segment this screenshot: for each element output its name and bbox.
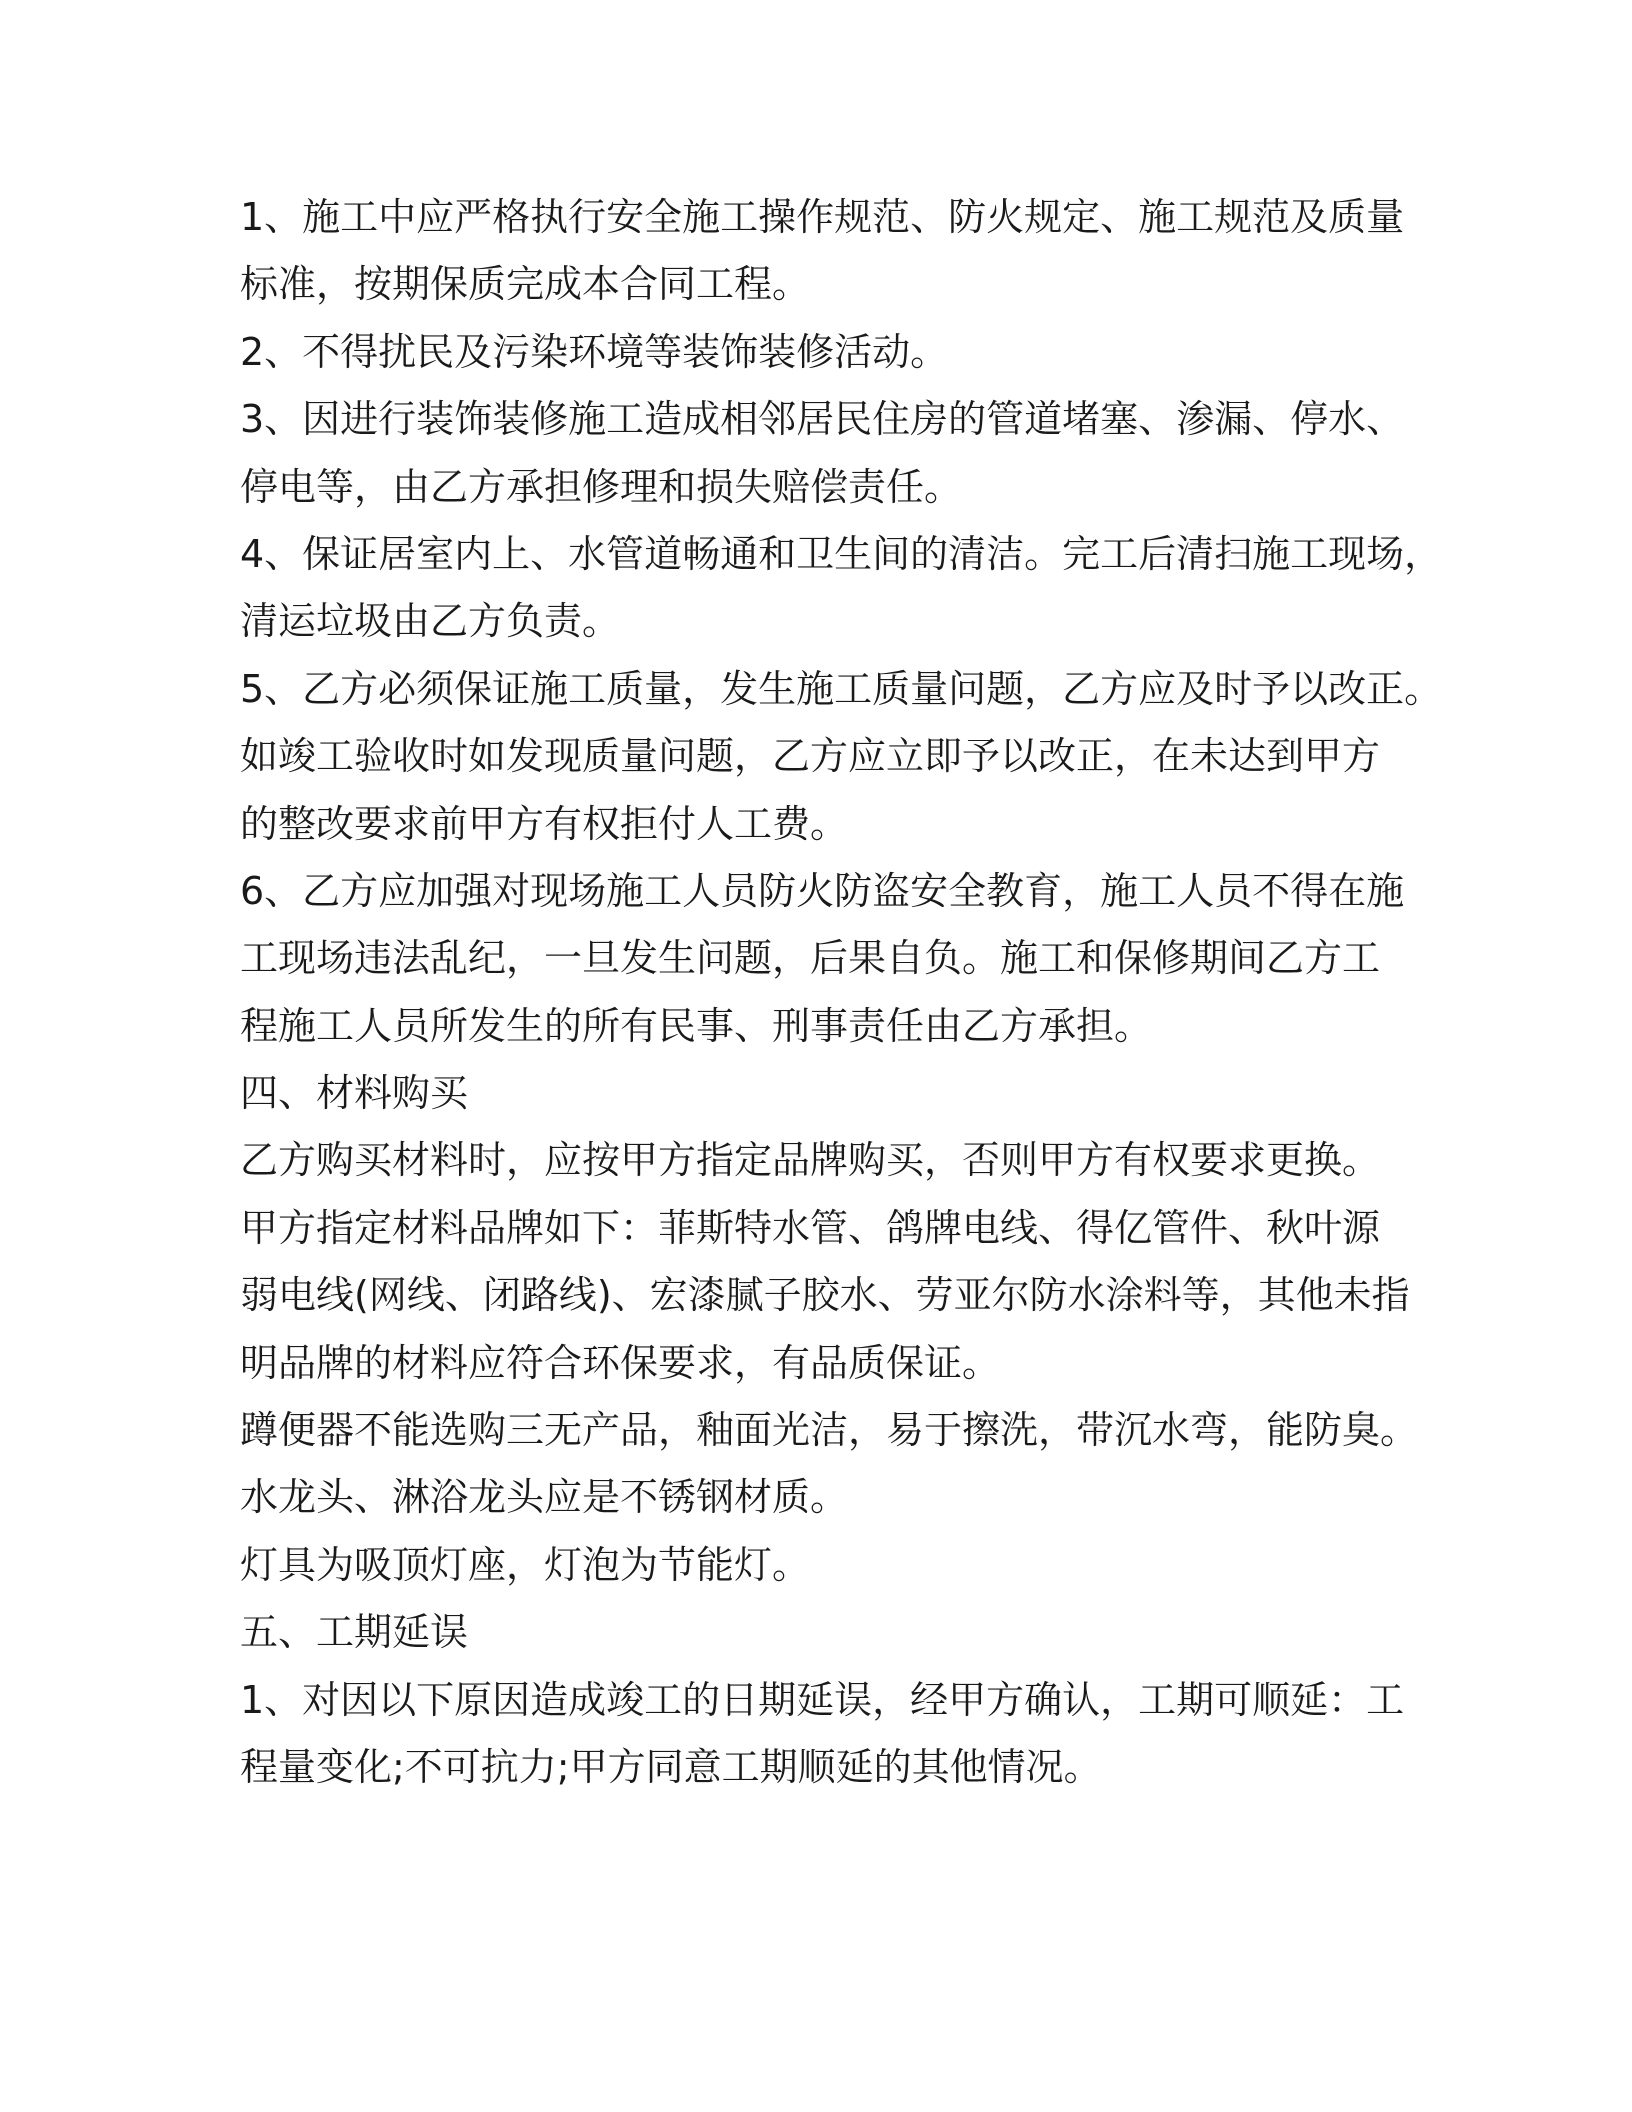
text-line: 水龙头、淋浴龙头应是不锈钢材质。 [240, 1475, 849, 1520]
text-line: 灯具为吸顶灯座，灯泡为节能灯。 [240, 1542, 811, 1587]
section-heading: 四、材料购买 [240, 1071, 469, 1116]
text-line: 明品牌的材料应符合环保要求，有品质保证。 [240, 1340, 1001, 1385]
text-line: 蹲便器不能选购三无产品，釉面光洁，易于擦洗，带沉水弯，能防臭。 [240, 1408, 1419, 1453]
text-line: 乙方购买材料时，应按甲方指定品牌购买，否则甲方有权要求更换。 [240, 1138, 1381, 1183]
text-line: 程施工人员所发生的所有民事、刑事责任由乙方承担。 [240, 1003, 1153, 1048]
text-line: 6、乙方应加强对现场施工人员防火防盗安全教育，施工人员不得在施 [240, 868, 1405, 913]
text-line: 甲方指定材料品牌如下：菲斯特水管、鸽牌电线、得亿管件、秋叶源 [240, 1205, 1381, 1250]
section-heading: 五、工期延误 [240, 1610, 469, 1655]
text-line: 2、不得扰民及污染环境等装饰装修活动。 [240, 329, 949, 374]
text-line: 4、保证居室内上、水管道畅通和卫生间的清洁。完工后清扫施工现场， [240, 531, 1443, 576]
text-line: 3、因进行装饰装修施工造成相邻居民住房的管道堵塞、渗漏、停水、 [240, 397, 1405, 442]
text-line: 标准，按期保质完成本合同工程。 [240, 262, 811, 307]
text-line: 工现场违法乱纪，一旦发生问题，后果自负。施工和保修期间乙方工 [240, 936, 1381, 981]
text-line: 清运垃圾由乙方负责。 [240, 599, 621, 644]
text-line: 停电等，由乙方承担修理和损失赔偿责任。 [240, 464, 963, 509]
text-line: 1、对因以下原因造成竣工的日期延误，经甲方确认，工期可顺延：工 [240, 1677, 1405, 1722]
text-line: 弱电线(网线、闭路线)、宏漆腻子胶水、劳亚尔防水涂料等，其他未指 [240, 1273, 1410, 1318]
text-line: 程量变化;不可抗力;甲方同意工期顺延的其他情况。 [240, 1744, 1102, 1789]
text-line: 的整改要求前甲方有权拒付人工费。 [240, 801, 849, 846]
text-line: 5、乙方必须保证施工质量，发生施工质量问题，乙方应及时予以改正。 [240, 666, 1443, 711]
document-body [240, 184, 1443, 1801]
text-line: 如竣工验收时如发现质量问题，乙方应立即予以改正，在未达到甲方 [240, 734, 1381, 779]
text-line: 1、施工中应严格执行安全施工操作规范、防火规定、施工规范及质量 [240, 195, 1405, 239]
